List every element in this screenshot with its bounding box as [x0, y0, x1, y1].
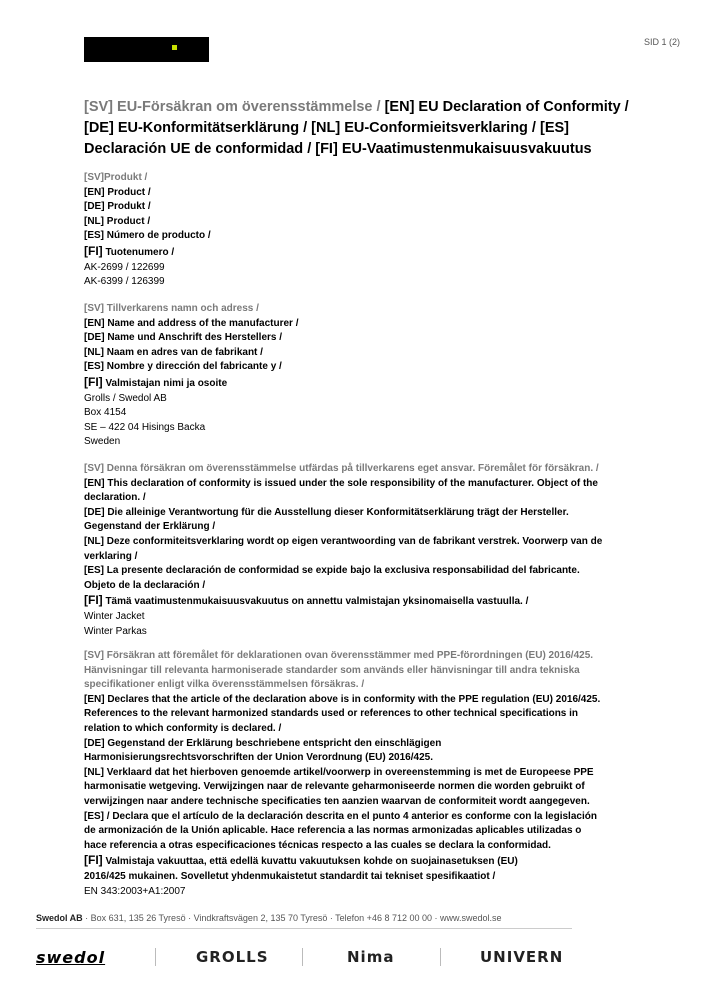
conformity-en: [EN] Declares that the article of the declaration above is in conformity with the PPE regulation (EU) 2016/425.	[84, 693, 601, 705]
responsibility-nl: [NL] Deze conformiteitsverklaring wordt op eigen verantwoording van de fabrikant verstrek. Voorwerp van de	[84, 535, 603, 547]
conformity-de: [DE] Gegenstand der Erklärung beschriebene entspricht den einschlägigen	[84, 737, 442, 749]
product-label-en: [EN] Product /	[84, 186, 151, 198]
conformity-nl: harmonisatie wetgeving. Verwijzingen naar de relevante geharmoniseerde normen die worden gebruikt of	[84, 781, 585, 793]
standard-value: EN 343:2003+A1:2007	[84, 885, 186, 897]
responsibility-en: declaration. /	[84, 492, 146, 504]
manufacturer-label-fi: [FI] Valmistajan nimi ja osoite	[84, 374, 228, 389]
responsibility-es: Objeto de la declaración /	[84, 579, 206, 591]
address-line: Sweden	[84, 436, 121, 448]
address-line: SE – 422 04 Hisings Backa	[84, 421, 206, 433]
manufacturer-label-sv: [SV] Tillverkarens namn och adress /	[84, 303, 259, 314]
conformity-fi: 2016/425 mukainen. Sovelletut yhdenmukaistetut standardit tai tekniset spesifikaatiot /	[84, 870, 496, 882]
object-value: Winter Jacket	[84, 610, 145, 622]
brand-logo-swedol: swedol	[36, 948, 106, 967]
manufacturer-section	[84, 302, 644, 450]
footer-divider	[36, 928, 572, 929]
title-sv: [SV] EU-Försäkran om överensstämmelse /	[84, 99, 381, 115]
brand-logo-grolls: GROLLS	[196, 948, 269, 966]
conformity-section	[84, 649, 644, 899]
conformity-sv: specifikationer enligt vilka överensstämmelsen försäkras. /	[84, 679, 365, 691]
conformity-es: de armonización de la Unión aplicable. Hace referencia a las normas armonizadas aplicables utilizadas o	[84, 825, 582, 837]
conformity-en: References to the relevant harmonized standards used or references to other technical specifications in	[84, 708, 579, 720]
brand-divider	[440, 948, 441, 966]
conformity-nl: [NL] Verklaard dat het hierboven genoemde artikel/voorwerp in overeenstemming is met de Europeese PPE	[84, 766, 594, 778]
footer-details: · Box 631, 135 26 Tyresö · Vindkraftsvägen 2, 135 70 Tyresö · Telefon +46 8 712 00 00 · www.swedol.se	[82, 913, 502, 923]
brand-divider	[302, 948, 303, 966]
brand-logo-nima: Nima	[347, 948, 395, 966]
object-value: Winter Parkas	[84, 625, 147, 637]
page-number: SID 1 (2)	[643, 37, 680, 47]
title-line-2: [DE] EU-Konformitätserklärung / [NL] EU-Conformieitsverklaring / [ES]	[84, 120, 569, 136]
brand-divider	[155, 948, 156, 966]
document-title	[84, 97, 644, 160]
conformity-en: relation to which conformity is declared. /	[84, 722, 282, 734]
manufacturer-label-de: [DE] Name und Anschrift des Herstellers /	[84, 332, 283, 344]
product-label-es: [ES] Número de producto /	[84, 230, 211, 242]
manufacturer-label-en: [EN] Name and address of the manufacturer /	[84, 317, 299, 329]
product-label-fi: [FI] Tuotenumero /	[84, 243, 175, 258]
footer-company: Swedol AB	[36, 913, 83, 923]
title-en: [EN] EU Declaration of Conformity /	[384, 99, 629, 115]
responsibility-fi: [FI] Tämä vaatimustenmukaisuusvakuutus on annettu valmistajan yksinomaisella vastuulla. /	[84, 593, 529, 608]
logo-accent-dot	[172, 45, 177, 50]
address-line: Grolls / Swedol AB	[84, 392, 167, 404]
conformity-es: [ES] / Declara que el artículo de la declaración descrita en el punto 4 anterior es conforme con la legislación	[84, 810, 597, 822]
title-line-3: Declaración UE de conformidad / [FI] EU-Vaatimustenmukaisuusvakuutus	[84, 141, 592, 157]
responsibility-section	[84, 462, 644, 639]
responsibility-es: [ES] La presente declaración de conformidad se expide bajo la exclusiva responsabilidad del fabricante.	[84, 565, 580, 577]
product-label-sv: [SV]Produkt /	[84, 172, 148, 183]
product-value: AK-6399 / 126399	[84, 276, 165, 288]
conformity-sv: Hänvisningar till relevanta harmoniserade standarder som används eller hänvisningar till andra tekniska	[84, 664, 580, 676]
footer-contact	[36, 913, 502, 923]
brand-logo-univern: UNIVERN	[480, 948, 564, 966]
responsibility-sv: [SV] Denna försäkran om överensstämmelse utfärdas på tillverkarens eget ansvar. Föremålet för försäkran. /	[84, 463, 599, 474]
product-value: AK-2699 / 122699	[84, 261, 165, 273]
conformity-es: hace referencia a otras especificaciones técnicas respecto a las cuales se declara la conformidad.	[84, 839, 551, 851]
conformity-fi: [FI] Valmistaja vakuuttaa, että edellä kuvattu vakuutuksen kohde on suojainasetuksen (EU)	[84, 853, 518, 868]
address-line: Box 4154	[84, 407, 127, 419]
responsibility-de: [DE] Die alleinige Verantwortung für die Ausstellung dieser Konformitätserklärung trägt der Hersteller.	[84, 506, 569, 518]
responsibility-en: [EN] This declaration of conformity is issued under the sole responsibility of the manufacturer. Object of the	[84, 477, 598, 489]
product-section	[84, 171, 644, 290]
product-label-de: [DE] Produkt /	[84, 201, 151, 213]
conformity-nl: verwijzingen naar andere technische specificaties ten aanzien waarvan de conformiteit wordt aangegeven.	[84, 795, 590, 807]
manufacturer-label-es: [ES] Nombre y dirección del fabricante y /	[84, 361, 282, 373]
product-label-nl: [NL] Product /	[84, 215, 151, 227]
manufacturer-label-nl: [NL] Naam en adres van de fabrikant /	[84, 346, 263, 358]
responsibility-nl: verklaring /	[84, 550, 138, 562]
responsibility-de: Gegenstand der Erklärung /	[84, 521, 216, 533]
conformity-de: Harmonisierungsrechtsvorschriften der Union Verordnung (EU) 2016/425.	[84, 752, 433, 764]
company-logo	[84, 37, 209, 62]
conformity-sv: [SV] Försäkran att föremålet för deklarationen ovan överensstämmer med PPE-förordningen (EU) 2016/425.	[84, 650, 594, 661]
